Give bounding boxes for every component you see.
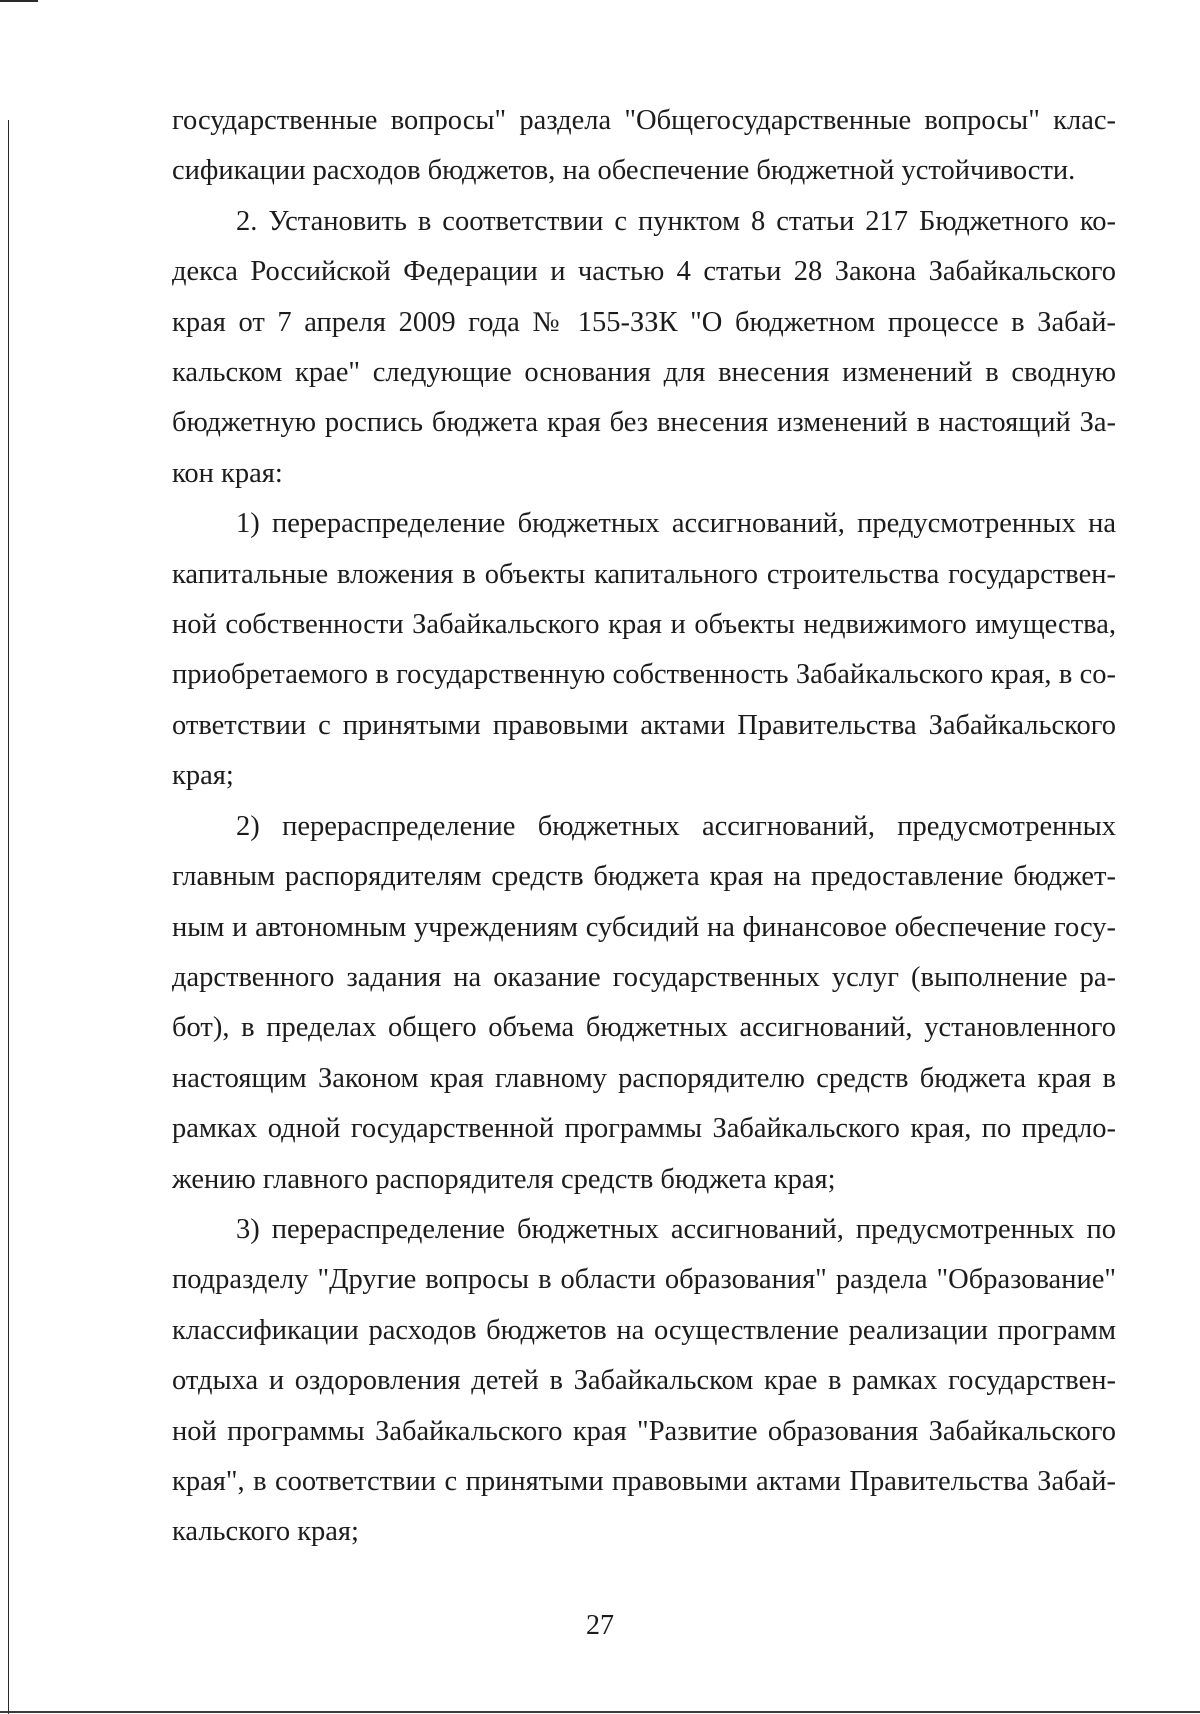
paragraph-subitem-3: 3) перераспределение бюджетных ассигнований, предусмотренных по подразделу "Другие вопросы в области образования" раздела "Образование" классификации расходов бюджетов на осуществление реализации программ отдыха и оздоровления детей в Забайкальском крае в рамках государственной программы Забайкальского края "Развитие образования Забайкальского края", в соответствии с принятыми правовыми актами Правительства Забайкальского края; [172, 1213, 1116, 1548]
paragraph-subitem-2: 2) перераспределение бюджетных ассигнований, предусмотренных главным распорядителям средств бюджета края на предоставление бюджетным и автономным учреждениям субсидий на финансовое обеспечение государственного задания на оказание государственных услуг (выполнение работ), в пределах общего объема бюджетных ассигнований, установленного настоящим Законом края главному распорядителю средств бюджета края в рамках одной государственной программы Забайкальского края, по предложению главного распорядителя средств бюджета края; [172, 810, 1116, 1195]
scan-edge-bottom [0, 1711, 1200, 1713]
paragraph-subitem-1: 1) перераспределение бюджетных ассигнований, предусмотренных на капитальные вложения в объекты капитального строительства государственной собственности Забайкальского края и объекты недвижимого имущества, приобретаемого в государственную собственность Забайкальского края, в соответствии с принятыми правовыми актами Правительства Забайкальского края; [172, 508, 1116, 792]
scan-edge-top [0, 0, 38, 2]
paragraph-item-2: 2. Установить в соответствии с пунктом 8 статьи 217 Бюджетного кодекса Российской Федерации и частью 4 статьи 28 Закона Забайкальского края от 7 апреля 2009 года № 155-ЗЗК "О бюджетном процессе в Забайкальском крае" следующие основания для внесения изменений в сводную бюджетную роспись бюджета края без внесения изменений в настоящий Закон края: [172, 205, 1116, 489]
document-body [172, 96, 1116, 1558]
scan-edge-left [8, 120, 9, 1714]
paragraph-continuation: государственные вопросы" раздела "Общегосударственные вопросы" классификации расходов бюджетов, на обеспечение бюджетной устойчивости. [172, 105, 1116, 187]
page-number: 27 [586, 1610, 614, 1641]
